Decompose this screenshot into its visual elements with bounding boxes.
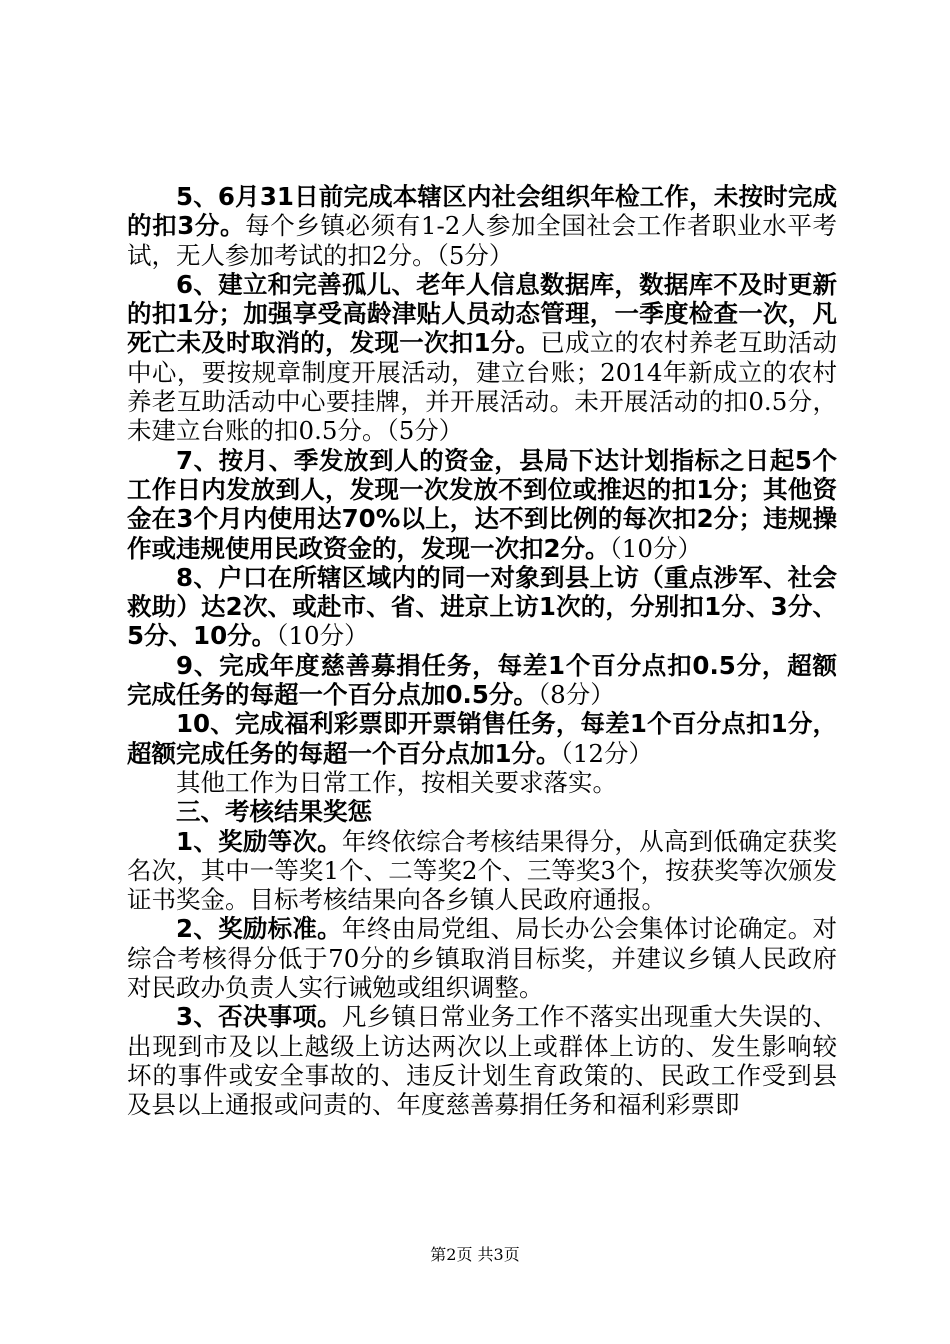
paragraph-other-work <box>127 768 837 797</box>
paragraph-bold-text: 5、6月31日前完成本辖区内社会组织年检工作，未按时完成的扣3分。 <box>127 182 837 241</box>
paragraph-regular-text: （10分） <box>609 533 702 563</box>
document-body <box>127 182 837 1120</box>
page-number-label: 第2页 共3页 <box>430 1245 520 1264</box>
page-footer <box>0 1242 950 1265</box>
section-heading-text: 三、考核结果奖惩 <box>176 797 372 827</box>
paragraph-bold-text: 7、按月、季发放到人的资金，县局下达计划指标之日起5个工作日内发放到人，发现一次发放不到位或推迟的扣1分；其他资金在3个月内使用达70%以上，达不到比例的每次扣2分；违规操作或违规使用民政资金的，发现一次扣2分。 <box>127 445 837 563</box>
paragraph-bold-text: 1、奖励等次。 <box>176 826 342 856</box>
paragraph-item-6 <box>127 270 837 446</box>
paragraph-veto-items <box>127 1002 837 1119</box>
paragraph-bold-text: 9、完成年度慈善募捐任务，每差1个百分点扣0.5分，超额完成任务的每超一个百分点加0.5分。 <box>127 650 837 710</box>
paragraph-bold-text: 3、否决事项。 <box>176 1002 342 1032</box>
paragraph-item-10 <box>127 709 837 768</box>
paragraph-item-8 <box>127 563 837 651</box>
paragraph-item-9 <box>127 651 837 710</box>
paragraph-bold-text: 2、奖励标准。 <box>176 914 342 944</box>
paragraph-regular-text: 每个乡镇必须有1-2人参加全国社会工作者职业水平考试，无人参加考试的扣2分。（5分） <box>127 211 838 270</box>
paragraph-regular-text: （10分） <box>276 621 369 651</box>
paragraph-regular-text: 其他工作为日常工作，按相关要求落实。 <box>176 767 617 797</box>
paragraph-bold-text: 6、建立和完善孤儿、老年人信息数据库，数据库不及时更新的扣1分；加强享受高龄津贴人员动态管理，一季度检查一次，凡死亡未及时取消的，发现一次扣1分。 <box>127 269 837 358</box>
paragraph-reward-levels <box>127 827 837 915</box>
paragraph-reward-standard <box>127 914 837 1002</box>
paragraph-bold-text: 8、户口在所辖区域内的同一对象到县上访（重点涉军、社会救助）达2次、或赴市、省、进京上访1次的，分别扣1分、3分、5分、10分。 <box>127 562 837 651</box>
section-heading-rewards <box>127 797 837 826</box>
paragraph-item-5 <box>127 182 837 270</box>
paragraph-regular-text: （8分） <box>537 680 615 710</box>
paragraph-regular-text: 年终由局党组、局长办公会集体讨论确定。对综合考核得分低于70分的乡镇取消目标奖，并建议乡镇人民政府对民政办负责人实行诫勉或组织调整。 <box>127 914 838 1003</box>
paragraph-bold-text: 10、完成福利彩票即开票销售任务，每差1个百分点扣1分，超额完成任务的每超一个百分点加1分。 <box>127 709 837 768</box>
paragraph-regular-text: （12分） <box>560 738 653 768</box>
paragraph-regular-text: 凡乡镇日常业务工作不落实出现重大失误的、出现到市及以上越级上访达两次以上或群体上访的、发生影响较坏的事件或安全事故的、违反计划生育政策的、民政工作受到县及县以上通报或问责的、年度慈善募捐任务和福利彩票即 <box>127 1002 838 1120</box>
paragraph-regular-text: 年终依综合考核结果得分，从高到低确定获奖名次，其中一等奖1个、二等奖2个、三等奖3个，按获奖等次颁发证书奖金。目标考核结果向各乡镇人民政府通报。 <box>127 826 838 915</box>
paragraph-regular-text: 已成立的农村养老互助活动中心，要按规章制度开展活动，建立台账；2014年新成立的农村养老互助活动中心要挂牌，并开展活动。未开展活动的扣0.5分，未建立台账的扣0.5分。（5分） <box>127 328 838 446</box>
paragraph-item-7 <box>127 446 837 563</box>
